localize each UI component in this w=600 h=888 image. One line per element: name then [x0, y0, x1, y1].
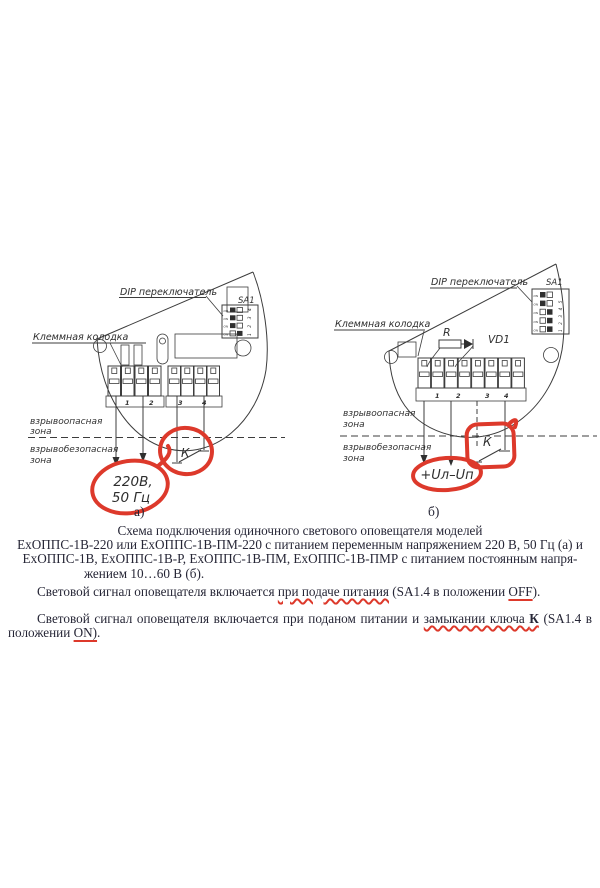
- terminal: [472, 358, 485, 388]
- terminal: [418, 358, 431, 388]
- svg-text:ON: ON: [223, 332, 229, 337]
- diode-label: VD1: [488, 334, 510, 346]
- terminal: [122, 366, 135, 396]
- para2-key-k: К: [529, 611, 539, 627]
- terminal: [458, 358, 471, 388]
- inner-part: [121, 345, 129, 365]
- terminal: [149, 366, 162, 396]
- text-block: [0, 524, 600, 654]
- dip-callout-a: DIP переключатель: [120, 287, 218, 298]
- zone-safe-a: взрывобезопасная: [30, 445, 119, 455]
- inner-part: [134, 345, 142, 365]
- voltage-label-2: 50 Гц: [111, 490, 151, 506]
- svg-text:ON: ON: [533, 302, 539, 307]
- terminal: [445, 358, 458, 388]
- sub-label-a: а): [134, 504, 145, 519]
- resistor-label: R: [443, 326, 451, 339]
- terminal: [108, 366, 121, 396]
- terminal-number: 2: [456, 392, 461, 400]
- sa1-label-a: SA1: [238, 296, 255, 306]
- svg-text:ON: ON: [223, 316, 229, 321]
- terminal-block-b: [416, 358, 526, 401]
- para1-red-underline-1: при подаче питания: [277, 583, 389, 599]
- terminal: [207, 366, 220, 396]
- svg-text:ON: ON: [533, 294, 539, 298]
- zone-safe-b: взрывобезопасная: [343, 443, 432, 453]
- para2-red-underline-2: ON): [73, 625, 98, 641]
- terminal-callout-a: Клеммная колодка: [33, 332, 129, 343]
- supply-label: +Uл–Uп: [420, 468, 474, 483]
- terminal-number: 4: [202, 399, 207, 407]
- terminal-callout-b: Клеммная колодка: [335, 319, 431, 330]
- zone-hazard-a: взрывоопасная: [30, 417, 103, 427]
- switch-k-label-b: К: [483, 435, 492, 449]
- caption-line-1: Схема подключения одиночного светового оповещателя моделей: [117, 523, 483, 538]
- paragraph-1: Световой сигнал оповещателя включается при подаче питания (SA1.4 в положении OFF).: [37, 583, 541, 599]
- terminal-number: 1: [435, 392, 440, 400]
- dip-numbers-a: 1 2 3 4: [248, 306, 253, 336]
- terminal: [168, 366, 181, 396]
- caption-line-3: ЕхОППС-1В, ЕхОППС-1В-Р, ЕхОППС-1В-ПМ, ЕхОППС-1В-ПМР с питанием постоянным напря-: [22, 551, 578, 567]
- dip-switch-a: [222, 305, 258, 338]
- zone-hazard-b: взрывоопасная: [343, 409, 416, 419]
- para2-red-underline-1: замыкании ключа: [423, 611, 530, 627]
- terminal-number: 2: [149, 399, 154, 407]
- housing-b-hole: [544, 348, 559, 363]
- svg-text:ON: ON: [533, 328, 539, 333]
- terminal-number: 4: [504, 392, 509, 400]
- svg-text:ON: ON: [223, 324, 229, 329]
- inner-capsule: [157, 334, 168, 364]
- terminal: [181, 366, 194, 396]
- caption-line-2: ЕхОППС-1В-220 или ЕхОППС-1В-ПМ-220 с питанием переменным напряжением 220 В, 50 Гц (а) и: [17, 537, 583, 553]
- para1-text: Световой сигнал оповещателя включается: [37, 583, 278, 599]
- diagram-a: [28, 272, 285, 519]
- terminal-block-a: [106, 366, 222, 407]
- svg-text:зона: зона: [343, 454, 365, 464]
- svg-text:зона: зона: [30, 456, 52, 466]
- diode-vd1: [461, 339, 473, 349]
- terminal: [135, 366, 148, 396]
- paragraph-2: Световой сигнал оповещателя включается при поданом питании и замыкании ключа К (SA1.4 в положении ON).: [8, 611, 593, 641]
- inner-part-b: [398, 342, 416, 357]
- wiring-diagrams: [0, 258, 600, 520]
- svg-text:ON: ON: [533, 311, 539, 316]
- svg-text:ON: ON: [223, 309, 229, 313]
- inner-capsule-hole: [160, 338, 166, 344]
- svg-text:ON: ON: [533, 319, 539, 324]
- para2-text: Световой сигнал оповещателя включается при поданом питании и: [37, 611, 424, 627]
- housing-b-left-hole: [385, 351, 398, 364]
- sub-label-b: б): [428, 504, 440, 519]
- terminal: [431, 358, 444, 388]
- sa1-label-b: SA1: [546, 278, 563, 288]
- terminal: [485, 358, 498, 388]
- switch-k-b: [472, 401, 510, 462]
- svg-text:зона: зона: [343, 420, 365, 430]
- terminal-number: 3: [178, 399, 183, 407]
- terminal-number: 3: [485, 392, 490, 400]
- diagram-b: [334, 264, 597, 519]
- voltage-label-1: 220В,: [113, 474, 153, 490]
- dip-numbers-b: 1 2 3 4 5: [558, 298, 563, 332]
- caption-line-4: жением 10…60 В (б).: [84, 565, 205, 581]
- terminal-number: 1: [125, 399, 130, 407]
- terminal: [498, 358, 511, 388]
- terminal: [512, 358, 525, 388]
- switch-k-label-a: К: [181, 446, 190, 460]
- dip-callout-b: DIP переключатель: [431, 277, 529, 288]
- para1-red-underline-2: OFF: [508, 583, 533, 599]
- svg-text:зона: зона: [30, 427, 52, 437]
- terminal: [194, 366, 207, 396]
- resistor: [439, 340, 461, 348]
